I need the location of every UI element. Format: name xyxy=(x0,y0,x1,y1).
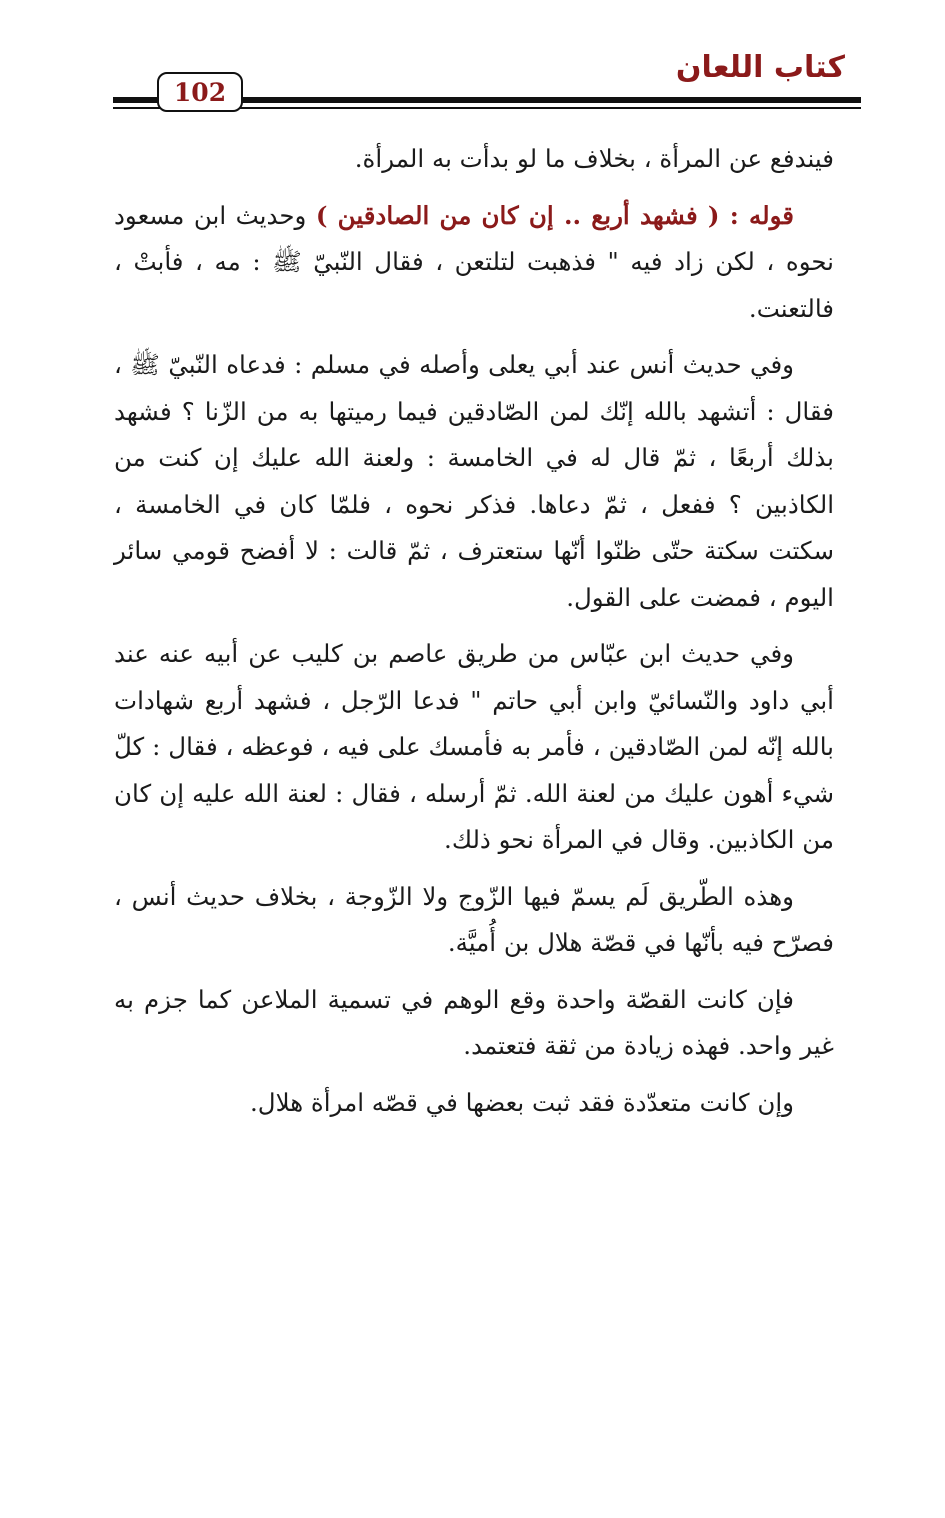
body-text xyxy=(114,136,834,1136)
page-header xyxy=(0,0,945,120)
book-title: كتاب اللعان xyxy=(675,50,845,85)
paragraph-2-text: وحديث ابن مسعود نحوه ، لكن زاد فيه " فذهبت لتلتعن ، فقال النّبيّ ﷺ : مه ، فأبتْ ، فالتعنت. xyxy=(114,200,834,323)
page-number: 102 xyxy=(157,72,243,112)
paragraph-3: وفي حديث أنس عند أبي يعلى وأصله في مسلم : فدعاه النّبيّ ﷺ ، فقال : أتشهد بالله إنّك لمن الصّادقين فيما رميتها به من الزّنا ؟ فشهد بذلك أربعًا ، ثمّ قال له في الخامسة : ولعنة الله عليك إن كنت من الكاذبين ؟ ففعل ، ثمّ دعاها. فذكر نحوه ، فلمّا كان في الخامسة ، سكتت سكتة حتّى ظنّوا أنّها ستعترف ، ثمّ قالت : لا أفضح قومي سائر اليوم ، فمضت على القول. xyxy=(114,350,834,612)
paragraph-4: وفي حديث ابن عبّاس من طريق عاصم بن كليب عن أبيه عنه عند أبي داود والنّسائيّ وابن أبي حاتم " فدعا الرّجل ، فشهد أربع شهادات بالله إنّه لمن الصّادقين ، فأمر به فأمسك على فيه ، فوعظه ، فقال : كلّ شيء أهون عليك من لعنة الله. ثمّ أرسله ، فقال : لعنة الله عليه إن كان من الكاذبين. وقال في المرأة نحو ذلك. xyxy=(114,639,834,854)
paragraph-7: وإن كانت متعدّدة فقد ثبت بعضها في قصّه امرأة هلال. xyxy=(250,1087,794,1117)
paragraph-6: فإن كانت القصّة واحدة وقع الوهم في تسمية الملاعن كما جزم به غير واحد. فهذه زيادة من ثقة فتعتمد. xyxy=(114,984,834,1060)
paragraph-5: وهذه الطّريق لَم يسمّ فيها الزّوج ولا الزّوجة ، بخلاف حديث أنس ، فصرّح فيه بأنّها في قصّة هلال بن أُميَّة. xyxy=(114,881,834,957)
paragraph-1: فيندفع عن المرأة ، بخلاف ما لو بدأت به المرأة. xyxy=(354,144,834,173)
paragraph-2 xyxy=(114,193,834,333)
quoted-verse-highlight: قوله : ( فشهد أربع .. إن كان من الصادقين ) xyxy=(315,200,794,230)
